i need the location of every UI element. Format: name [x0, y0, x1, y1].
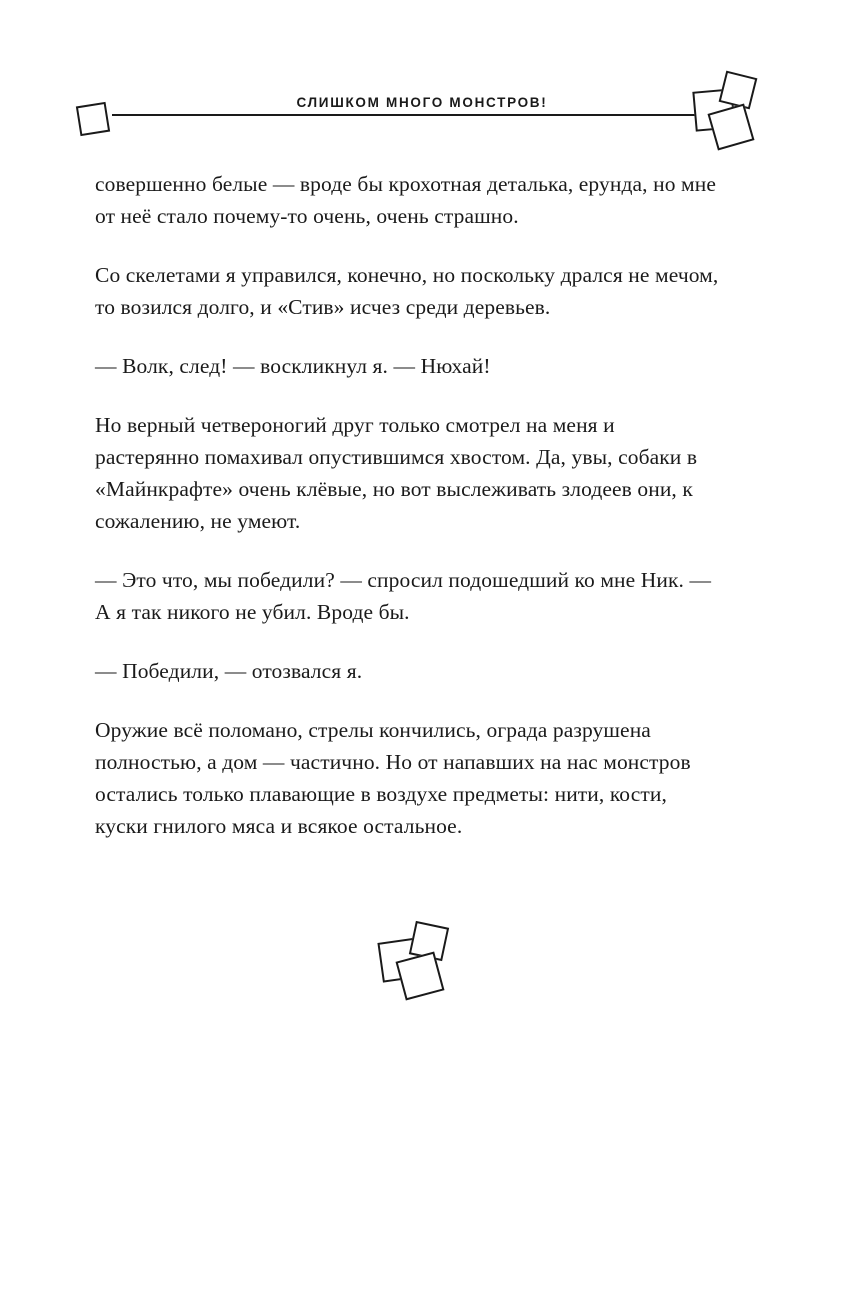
running-head-text: СЛИШКОМ МНОГО МОНСТРОВ! — [283, 95, 562, 110]
header-rule — [112, 114, 730, 116]
paragraph: — Волк, след! — воскликнул я. — Нюхай! — [95, 354, 491, 378]
page-header — [76, 78, 768, 138]
page-body — [95, 168, 723, 842]
paragraph: Со скелетами я управился, конечно, но поскольку дрался не мечом, то возился долго, и «Стив» исчез среди деревьев. — [95, 263, 719, 319]
footer-ornament-icon — [0, 918, 844, 1018]
header-right-ornament-icon — [676, 72, 768, 158]
paragraph: совершенно белые — вроде бы крохотная деталька, ерунда, но мне от неё стало почему-то очень, очень страшно. — [95, 172, 716, 228]
paragraph: Но верный четвероногий друг только смотрел на меня и растерянно помахивал опустившимся хвостом. Да, увы, собаки в «Майнкрафте» очень клёвые, но вот выслеживать злодеев они, к сожалению, не умеют. — [95, 413, 698, 533]
paragraph: Оружие всё поломано, стрелы кончились, ограда разрушена полностью, а дом — частично. Но от напавших на нас монстров остались только плавающие в воздухе предметы: нити, кости, куски гнилого мяса и всякое остальное. — [95, 718, 691, 838]
paragraph: — Это что, мы победили? — спросил подошедший ко мне Ник. — А я так никого не убил. Вроде бы. — [95, 568, 712, 624]
paragraph: — Победили, — отозвался я. — [95, 659, 363, 683]
running-head — [76, 94, 768, 112]
